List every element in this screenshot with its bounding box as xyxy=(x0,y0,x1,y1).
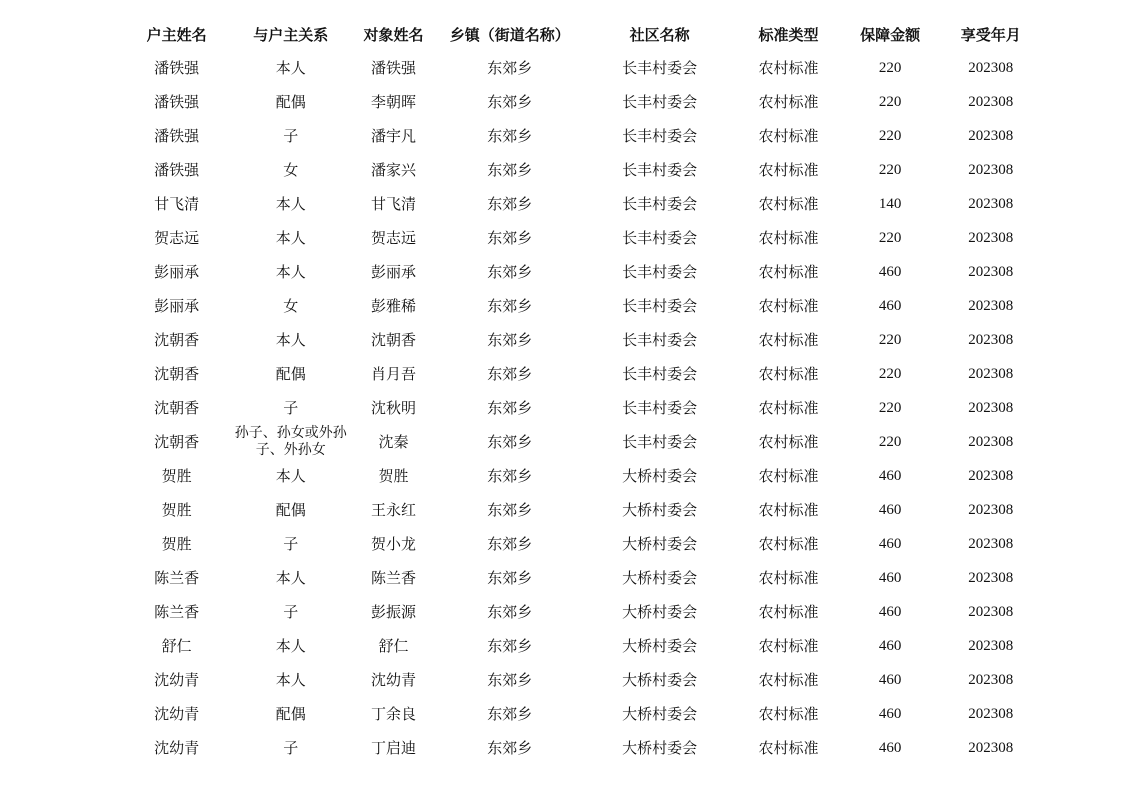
cell-amount: 460 xyxy=(878,739,902,756)
cell-recipient-name: 贺胜 xyxy=(378,466,409,485)
cell-recipient-name: 李朝晖 xyxy=(370,92,416,111)
cell-householder-name: 沈朝香 xyxy=(154,432,200,451)
cell-relationship: 本人 xyxy=(275,194,306,213)
cell-community: 长丰村委会 xyxy=(622,398,698,417)
cell-township: 东郊乡 xyxy=(487,330,533,349)
cell-amount: 460 xyxy=(878,297,902,314)
table-row xyxy=(120,629,1040,663)
cell-amount: 460 xyxy=(878,501,902,518)
cell-amount: 220 xyxy=(878,399,902,416)
cell-householder-name: 沈朝香 xyxy=(154,364,200,383)
cell-township: 东郊乡 xyxy=(487,296,533,315)
cell-householder-name: 贺胜 xyxy=(161,500,192,519)
cell-relationship: 孙子、孙女或外孙子、外孙女 xyxy=(234,425,347,458)
cell-township: 东郊乡 xyxy=(487,398,533,417)
cell-relationship: 配偶 xyxy=(275,364,306,383)
header-recipient-name: 对象姓名 xyxy=(363,25,424,44)
cell-township: 东郊乡 xyxy=(487,534,533,553)
cell-amount: 220 xyxy=(878,331,902,348)
cell-recipient-name: 彭振源 xyxy=(370,602,416,621)
table-row xyxy=(120,697,1040,731)
cell-amount: 220 xyxy=(878,161,902,178)
cell-standard-type: 农村标准 xyxy=(758,432,819,451)
cell-relationship: 子 xyxy=(283,398,299,417)
cell-amount: 460 xyxy=(878,705,902,722)
cell-community: 大桥村委会 xyxy=(622,636,698,655)
cell-householder-name: 沈幼青 xyxy=(154,704,200,723)
cell-month: 202308 xyxy=(968,263,1014,280)
cell-recipient-name: 贺志远 xyxy=(370,228,416,247)
table-row xyxy=(120,187,1040,221)
cell-relationship: 子 xyxy=(283,534,299,553)
cell-householder-name: 潘铁强 xyxy=(154,160,200,179)
table-row xyxy=(120,153,1040,187)
cell-month: 202308 xyxy=(968,229,1014,246)
cell-community: 大桥村委会 xyxy=(622,704,698,723)
cell-relationship: 配偶 xyxy=(275,704,306,723)
cell-standard-type: 农村标准 xyxy=(758,670,819,689)
cell-month: 202308 xyxy=(968,93,1014,110)
cell-householder-name: 彭丽承 xyxy=(154,262,200,281)
cell-township: 东郊乡 xyxy=(487,92,533,111)
cell-community: 长丰村委会 xyxy=(622,228,698,247)
cell-standard-type: 农村标准 xyxy=(758,160,819,179)
cell-relationship: 配偶 xyxy=(275,92,306,111)
cell-recipient-name: 贺小龙 xyxy=(370,534,416,553)
cell-recipient-name: 陈兰香 xyxy=(370,568,416,587)
cell-community: 长丰村委会 xyxy=(622,330,698,349)
cell-standard-type: 农村标准 xyxy=(758,194,819,213)
cell-standard-type: 农村标准 xyxy=(758,738,819,757)
cell-recipient-name: 沈秋明 xyxy=(370,398,416,417)
cell-amount: 220 xyxy=(878,365,902,382)
cell-community: 长丰村委会 xyxy=(622,160,698,179)
cell-standard-type: 农村标准 xyxy=(758,92,819,111)
table-row xyxy=(120,221,1040,255)
table-row xyxy=(120,289,1040,323)
cell-recipient-name: 丁启迪 xyxy=(370,738,416,757)
cell-township: 东郊乡 xyxy=(487,704,533,723)
cell-relationship: 本人 xyxy=(275,636,306,655)
header-amount: 保障金额 xyxy=(860,25,921,44)
cell-recipient-name: 潘宇凡 xyxy=(370,126,416,145)
cell-recipient-name: 潘家兴 xyxy=(370,160,416,179)
cell-amount: 220 xyxy=(878,127,902,144)
cell-month: 202308 xyxy=(968,59,1014,76)
cell-month: 202308 xyxy=(968,433,1014,450)
cell-month: 202308 xyxy=(968,705,1014,722)
cell-month: 202308 xyxy=(968,161,1014,178)
cell-householder-name: 沈幼青 xyxy=(154,738,200,757)
cell-recipient-name: 王永红 xyxy=(370,500,416,519)
cell-community: 长丰村委会 xyxy=(622,92,698,111)
cell-month: 202308 xyxy=(968,297,1014,314)
cell-month: 202308 xyxy=(968,501,1014,518)
cell-amount: 220 xyxy=(878,229,902,246)
cell-township: 东郊乡 xyxy=(487,636,533,655)
cell-community: 长丰村委会 xyxy=(622,58,698,77)
table-body xyxy=(120,51,1040,765)
cell-recipient-name: 肖月吾 xyxy=(370,364,416,383)
cell-recipient-name: 彭雅稀 xyxy=(370,296,416,315)
cell-recipient-name: 沈秦 xyxy=(378,432,409,451)
cell-month: 202308 xyxy=(968,331,1014,348)
cell-householder-name: 沈幼青 xyxy=(154,670,200,689)
table-row xyxy=(120,323,1040,357)
cell-month: 202308 xyxy=(968,127,1014,144)
table-row xyxy=(120,391,1040,425)
cell-relationship: 子 xyxy=(283,738,299,757)
cell-relationship: 本人 xyxy=(275,58,306,77)
cell-amount: 460 xyxy=(878,535,902,552)
cell-relationship: 本人 xyxy=(275,466,306,485)
cell-relationship: 本人 xyxy=(275,568,306,587)
table-row xyxy=(120,51,1040,85)
cell-standard-type: 农村标准 xyxy=(758,262,819,281)
cell-community: 长丰村委会 xyxy=(622,194,698,213)
cell-community: 大桥村委会 xyxy=(622,568,698,587)
cell-township: 东郊乡 xyxy=(487,500,533,519)
cell-relationship: 女 xyxy=(283,160,299,179)
cell-township: 东郊乡 xyxy=(487,262,533,281)
cell-month: 202308 xyxy=(968,399,1014,416)
cell-standard-type: 农村标准 xyxy=(758,466,819,485)
cell-relationship: 女 xyxy=(283,296,299,315)
cell-recipient-name: 沈幼青 xyxy=(370,670,416,689)
cell-amount: 220 xyxy=(878,59,902,76)
cell-standard-type: 农村标准 xyxy=(758,228,819,247)
cell-householder-name: 甘飞清 xyxy=(154,194,200,213)
table-row xyxy=(120,357,1040,391)
cell-recipient-name: 彭丽承 xyxy=(370,262,416,281)
cell-householder-name: 舒仁 xyxy=(161,636,192,655)
cell-recipient-name: 潘铁强 xyxy=(370,58,416,77)
cell-township: 东郊乡 xyxy=(487,738,533,757)
table-row xyxy=(120,595,1040,629)
cell-township: 东郊乡 xyxy=(487,568,533,587)
cell-township: 东郊乡 xyxy=(487,466,533,485)
cell-township: 东郊乡 xyxy=(487,670,533,689)
cell-standard-type: 农村标准 xyxy=(758,534,819,553)
cell-amount: 460 xyxy=(878,637,902,654)
table-row xyxy=(120,459,1040,493)
cell-month: 202308 xyxy=(968,467,1014,484)
cell-relationship: 子 xyxy=(283,126,299,145)
header-row xyxy=(120,17,1040,51)
cell-township: 东郊乡 xyxy=(487,194,533,213)
header-month: 享受年月 xyxy=(960,25,1021,44)
table-row xyxy=(120,255,1040,289)
cell-community: 大桥村委会 xyxy=(622,534,698,553)
cell-relationship: 本人 xyxy=(275,228,306,247)
cell-recipient-name: 舒仁 xyxy=(378,636,409,655)
cell-township: 东郊乡 xyxy=(487,126,533,145)
cell-community: 大桥村委会 xyxy=(622,670,698,689)
cell-community: 长丰村委会 xyxy=(622,364,698,383)
cell-month: 202308 xyxy=(968,637,1014,654)
cell-community: 长丰村委会 xyxy=(622,126,698,145)
cell-recipient-name: 甘飞清 xyxy=(370,194,416,213)
cell-township: 东郊乡 xyxy=(487,432,533,451)
cell-standard-type: 农村标准 xyxy=(758,500,819,519)
table-row xyxy=(120,493,1040,527)
cell-standard-type: 农村标准 xyxy=(758,296,819,315)
cell-community: 大桥村委会 xyxy=(622,602,698,621)
cell-month: 202308 xyxy=(968,603,1014,620)
table-row xyxy=(120,119,1040,153)
cell-month: 202308 xyxy=(968,195,1014,212)
cell-township: 东郊乡 xyxy=(487,364,533,383)
cell-standard-type: 农村标准 xyxy=(758,330,819,349)
cell-month: 202308 xyxy=(968,569,1014,586)
cell-month: 202308 xyxy=(968,739,1014,756)
cell-month: 202308 xyxy=(968,671,1014,688)
header-township: 乡镇（街道名称） xyxy=(449,25,570,44)
cell-householder-name: 潘铁强 xyxy=(154,58,200,77)
cell-householder-name: 沈朝香 xyxy=(154,330,200,349)
cell-householder-name: 贺胜 xyxy=(161,534,192,553)
table-row xyxy=(120,85,1040,119)
cell-township: 东郊乡 xyxy=(487,58,533,77)
cell-standard-type: 农村标准 xyxy=(758,704,819,723)
cell-standard-type: 农村标准 xyxy=(758,602,819,621)
table-row xyxy=(120,731,1040,765)
cell-amount: 460 xyxy=(878,569,902,586)
cell-amount: 140 xyxy=(878,195,902,212)
cell-standard-type: 农村标准 xyxy=(758,568,819,587)
cell-relationship: 本人 xyxy=(275,330,306,349)
table-row xyxy=(120,561,1040,595)
cell-householder-name: 陈兰香 xyxy=(154,568,200,587)
cell-amount: 460 xyxy=(878,467,902,484)
cell-month: 202308 xyxy=(968,365,1014,382)
cell-relationship: 本人 xyxy=(275,670,306,689)
cell-relationship: 配偶 xyxy=(275,500,306,519)
cell-amount: 220 xyxy=(878,93,902,110)
cell-community: 大桥村委会 xyxy=(622,738,698,757)
cell-householder-name: 贺志远 xyxy=(154,228,200,247)
cell-relationship: 本人 xyxy=(275,262,306,281)
cell-township: 东郊乡 xyxy=(487,602,533,621)
cell-community: 长丰村委会 xyxy=(622,296,698,315)
cell-householder-name: 陈兰香 xyxy=(154,602,200,621)
document-sheet xyxy=(120,17,1040,765)
table-row xyxy=(120,425,1040,459)
table-row xyxy=(120,663,1040,697)
cell-householder-name: 贺胜 xyxy=(161,466,192,485)
cell-standard-type: 农村标准 xyxy=(758,636,819,655)
cell-township: 东郊乡 xyxy=(487,228,533,247)
header-relationship: 与户主关系 xyxy=(253,25,329,44)
cell-standard-type: 农村标准 xyxy=(758,58,819,77)
cell-community: 大桥村委会 xyxy=(622,466,698,485)
cell-recipient-name: 沈朝香 xyxy=(370,330,416,349)
cell-amount: 220 xyxy=(878,433,902,450)
cell-community: 长丰村委会 xyxy=(622,262,698,281)
cell-householder-name: 潘铁强 xyxy=(154,126,200,145)
cell-recipient-name: 丁余良 xyxy=(370,704,416,723)
cell-township: 东郊乡 xyxy=(487,160,533,179)
header-standard-type: 标准类型 xyxy=(758,25,819,44)
cell-householder-name: 潘铁强 xyxy=(154,92,200,111)
cell-householder-name: 彭丽承 xyxy=(154,296,200,315)
cell-standard-type: 农村标准 xyxy=(758,126,819,145)
cell-householder-name: 沈朝香 xyxy=(154,398,200,417)
cell-relationship: 子 xyxy=(283,602,299,621)
cell-standard-type: 农村标准 xyxy=(758,398,819,417)
header-community: 社区名称 xyxy=(629,25,690,44)
cell-month: 202308 xyxy=(968,535,1014,552)
table-row xyxy=(120,527,1040,561)
subsidy-table xyxy=(120,17,1040,765)
cell-standard-type: 农村标准 xyxy=(758,364,819,383)
header-householder-name: 户主姓名 xyxy=(146,25,207,44)
cell-amount: 460 xyxy=(878,603,902,620)
cell-community: 长丰村委会 xyxy=(622,432,698,451)
cell-community: 大桥村委会 xyxy=(622,500,698,519)
cell-amount: 460 xyxy=(878,671,902,688)
cell-amount: 460 xyxy=(878,263,902,280)
